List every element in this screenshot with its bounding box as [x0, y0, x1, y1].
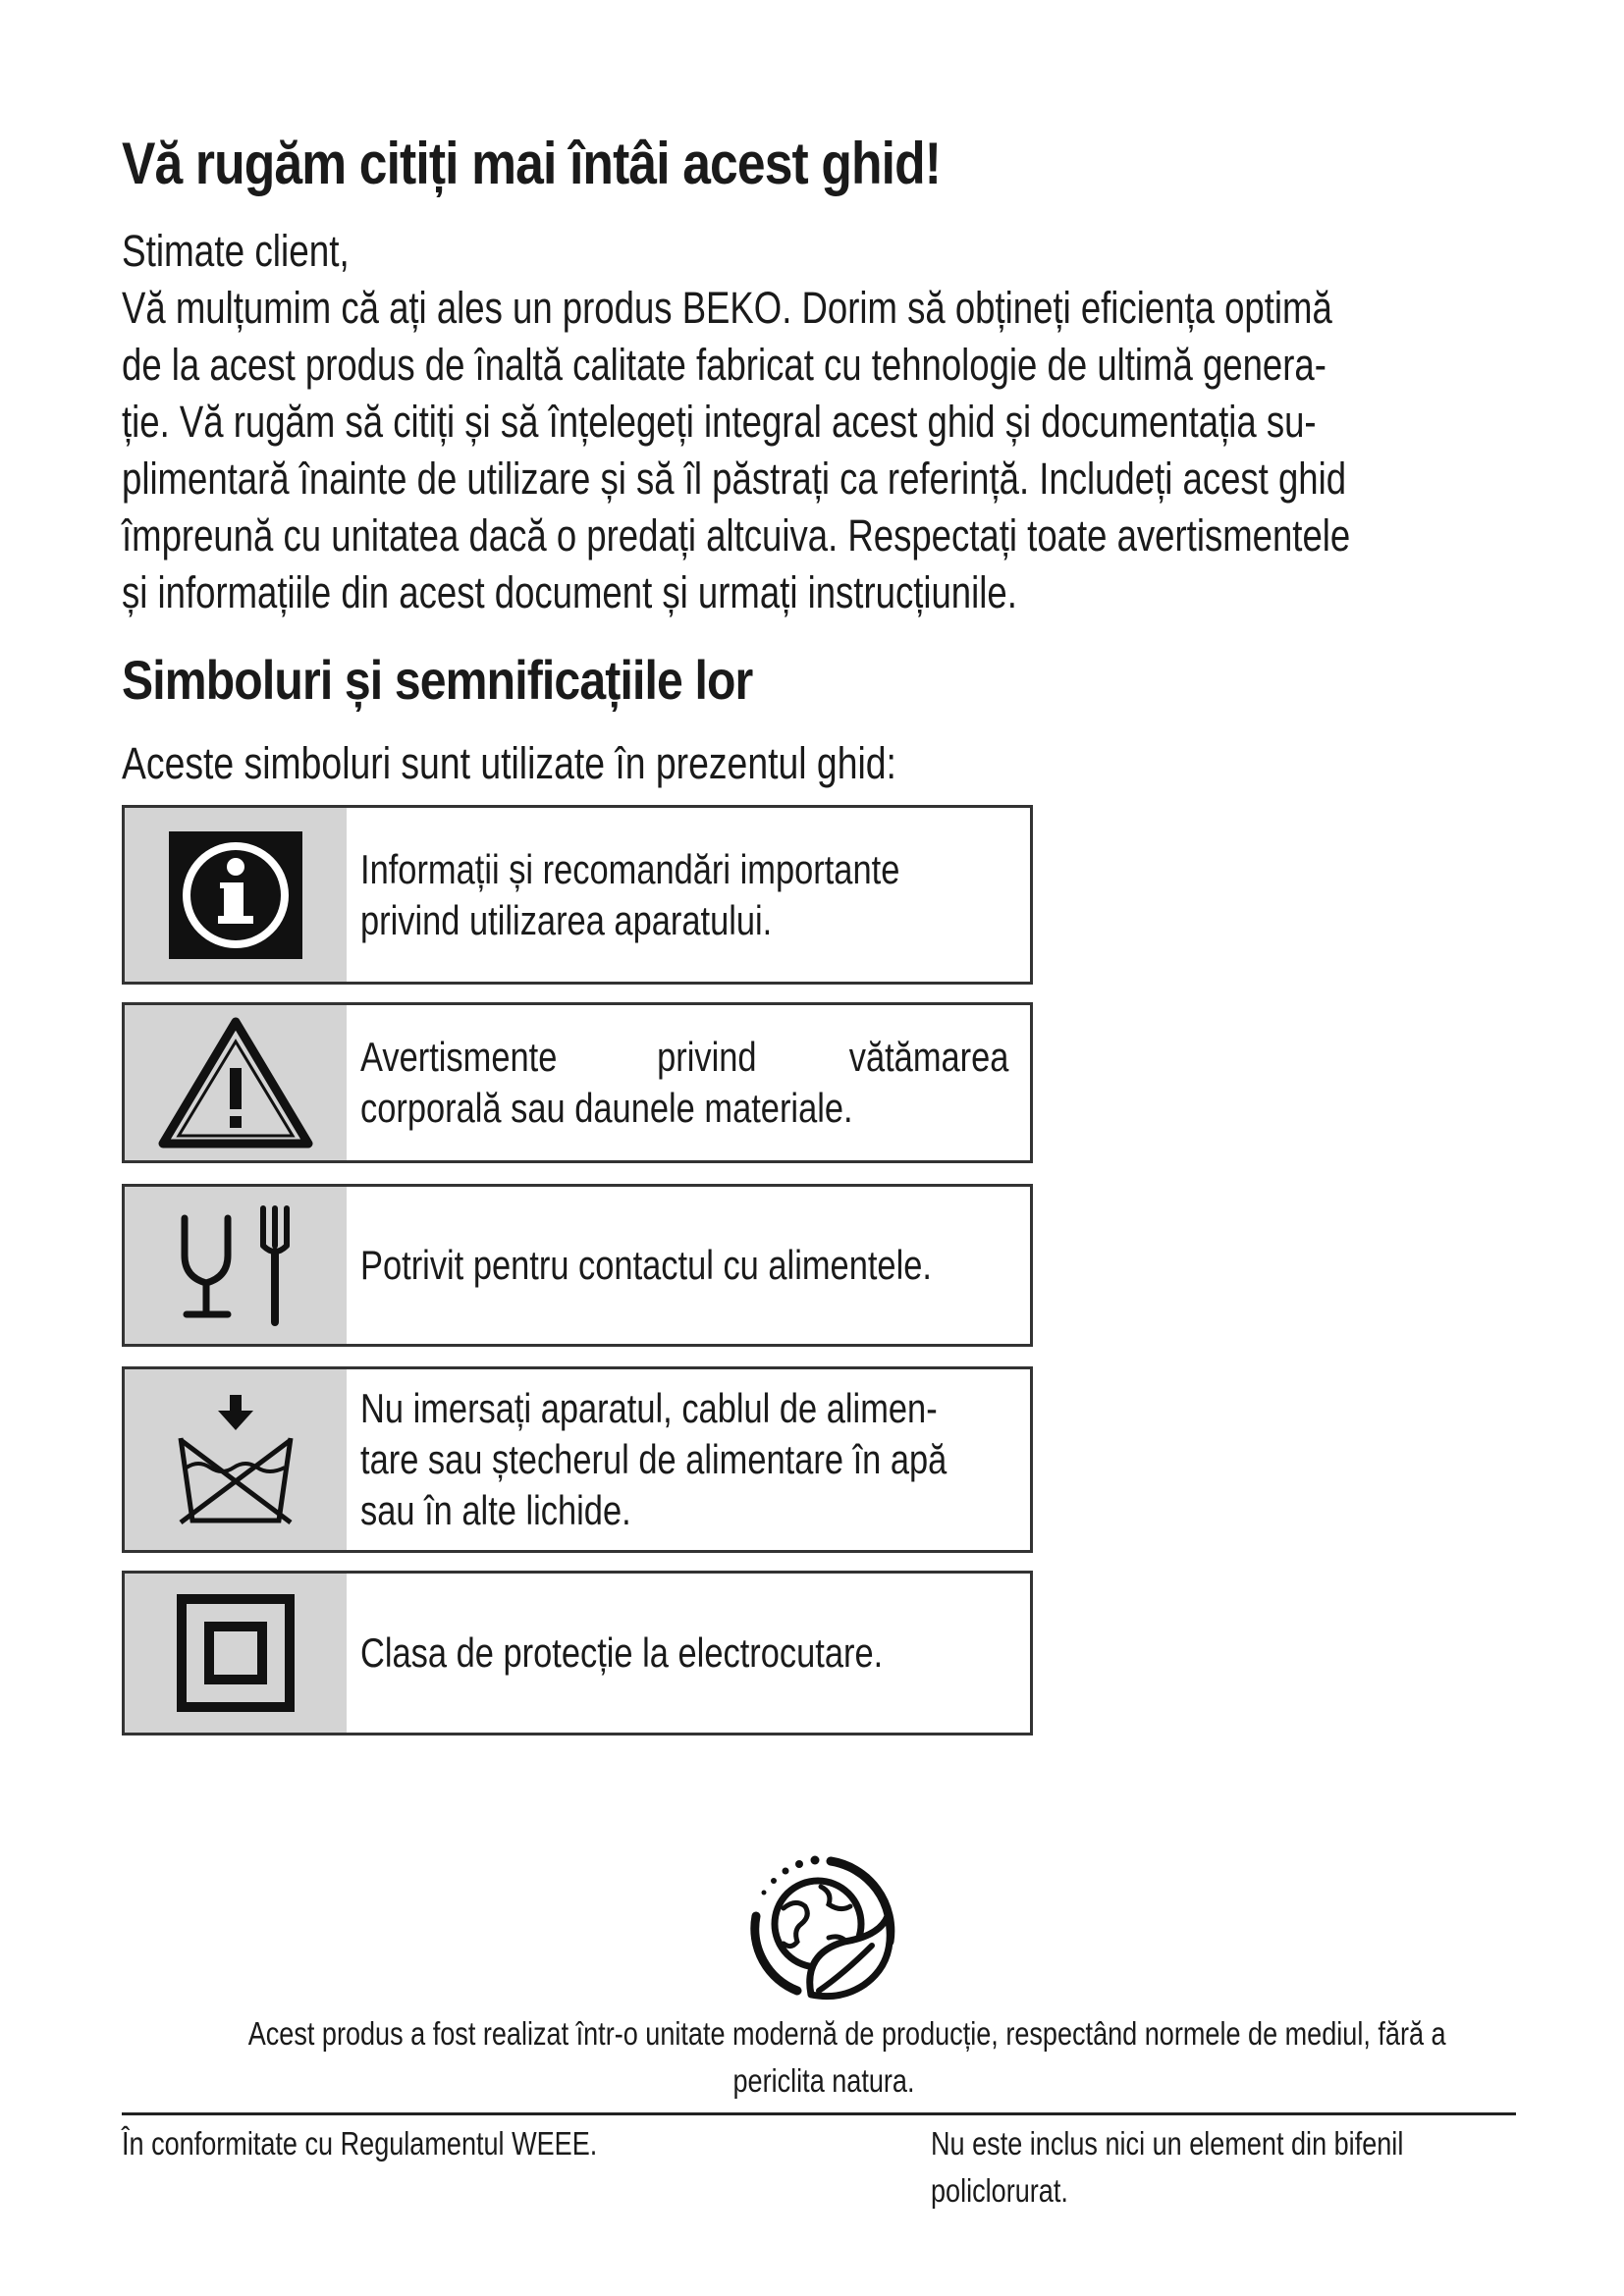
- symbol-text-line: [360, 1032, 1008, 1083]
- symbol-row-warning: [122, 1002, 1033, 1163]
- intro-line: Vă mulțumim că ați ales un produs BEKO. Dorim să obțineți eficiența optimă: [122, 283, 1332, 333]
- greeting: Stimate client,: [122, 226, 350, 276]
- intro-line: plimentară înainte de utilizare și să îl păstrați ca referință. Includeți acest ghid: [122, 454, 1347, 504]
- class-ii-protection-icon: [125, 1574, 347, 1733]
- pcb-statement: [931, 2120, 1481, 2215]
- symbol-text-line: Potrivit pentru contactul cu alimentele.: [360, 1242, 932, 1288]
- symbol-text-line: Nu imersați aparatul, cablul de alimen-: [360, 1385, 938, 1431]
- intro-line: de la acest produs de înaltă calitate fabricat cu tehnologie de ultimă genera-: [122, 340, 1326, 390]
- symbols-heading: Simboluri și semnificațiile lor: [122, 649, 753, 711]
- weee-compliance-text: În conformitate cu Regulamentul WEEE.: [122, 2125, 598, 2162]
- info-icon: [125, 808, 347, 982]
- intro-line: împreună cu unitatea dacă o predați altcuiva. Respectați toate avertismentele: [122, 510, 1351, 561]
- symbol-text-line: corporală sau daunele materiale.: [360, 1085, 853, 1131]
- symbol-text-line: tare sau ștecherul de alimentare în apă: [360, 1436, 947, 1482]
- eco-globe-leaf-icon: [734, 1847, 901, 2019]
- symbol-description: [347, 1005, 1030, 1160]
- intro-line: și informațiile din acest document și urmați instrucțiunile.: [122, 567, 1017, 617]
- symbol-row-info: [122, 805, 1033, 985]
- symbol-description: [347, 808, 1034, 982]
- footer-divider: [122, 2112, 1516, 2115]
- word: privind: [657, 1034, 757, 1080]
- intro-paragraph: [122, 280, 1526, 621]
- symbol-text-line: privind utilizarea aparatului.: [360, 896, 773, 943]
- eco-statement: [122, 2010, 1526, 2105]
- symbol-description: [347, 1574, 1030, 1733]
- symbol-text-line: sau în alte lichide.: [360, 1487, 631, 1533]
- symbol-row-class-ii: [122, 1571, 1033, 1735]
- no-immersion-icon: [125, 1369, 347, 1550]
- symbol-description: [347, 1369, 1091, 1550]
- word: Avertismente: [360, 1034, 558, 1080]
- symbol-text-line: Clasa de protecție la electrocutare.: [360, 1629, 884, 1676]
- eco-text-line: periclita natura.: [732, 2062, 915, 2099]
- intro-line: ție. Vă rugăm să citiți și să înțelegeți integral acest ghid și documentația su-: [122, 397, 1317, 447]
- symbols-intro: Aceste simboluri sunt utilizate în prezentul ghid:: [122, 738, 896, 788]
- warning-icon: [125, 1005, 347, 1160]
- symbol-description: [347, 1187, 1073, 1344]
- word: vătămarea: [848, 1034, 1008, 1080]
- food-contact-icon: [125, 1187, 347, 1344]
- pcb-text-line: policlorurat.: [931, 2172, 1068, 2209]
- pcb-text-line: Nu este inclus nici un element din bifenil: [931, 2125, 1404, 2162]
- page-title: Vă rugăm citiți mai întâi acest ghid!: [122, 131, 942, 196]
- symbol-row-no-immersion: [122, 1366, 1033, 1553]
- symbol-row-food-contact: [122, 1184, 1033, 1347]
- symbol-text-line: Informații și recomandări importante: [360, 845, 900, 892]
- eco-text-line: Acest produs a fost realizat într-o unitate modernă de producție, respectând normele de mediul, fără a: [247, 2015, 1446, 2052]
